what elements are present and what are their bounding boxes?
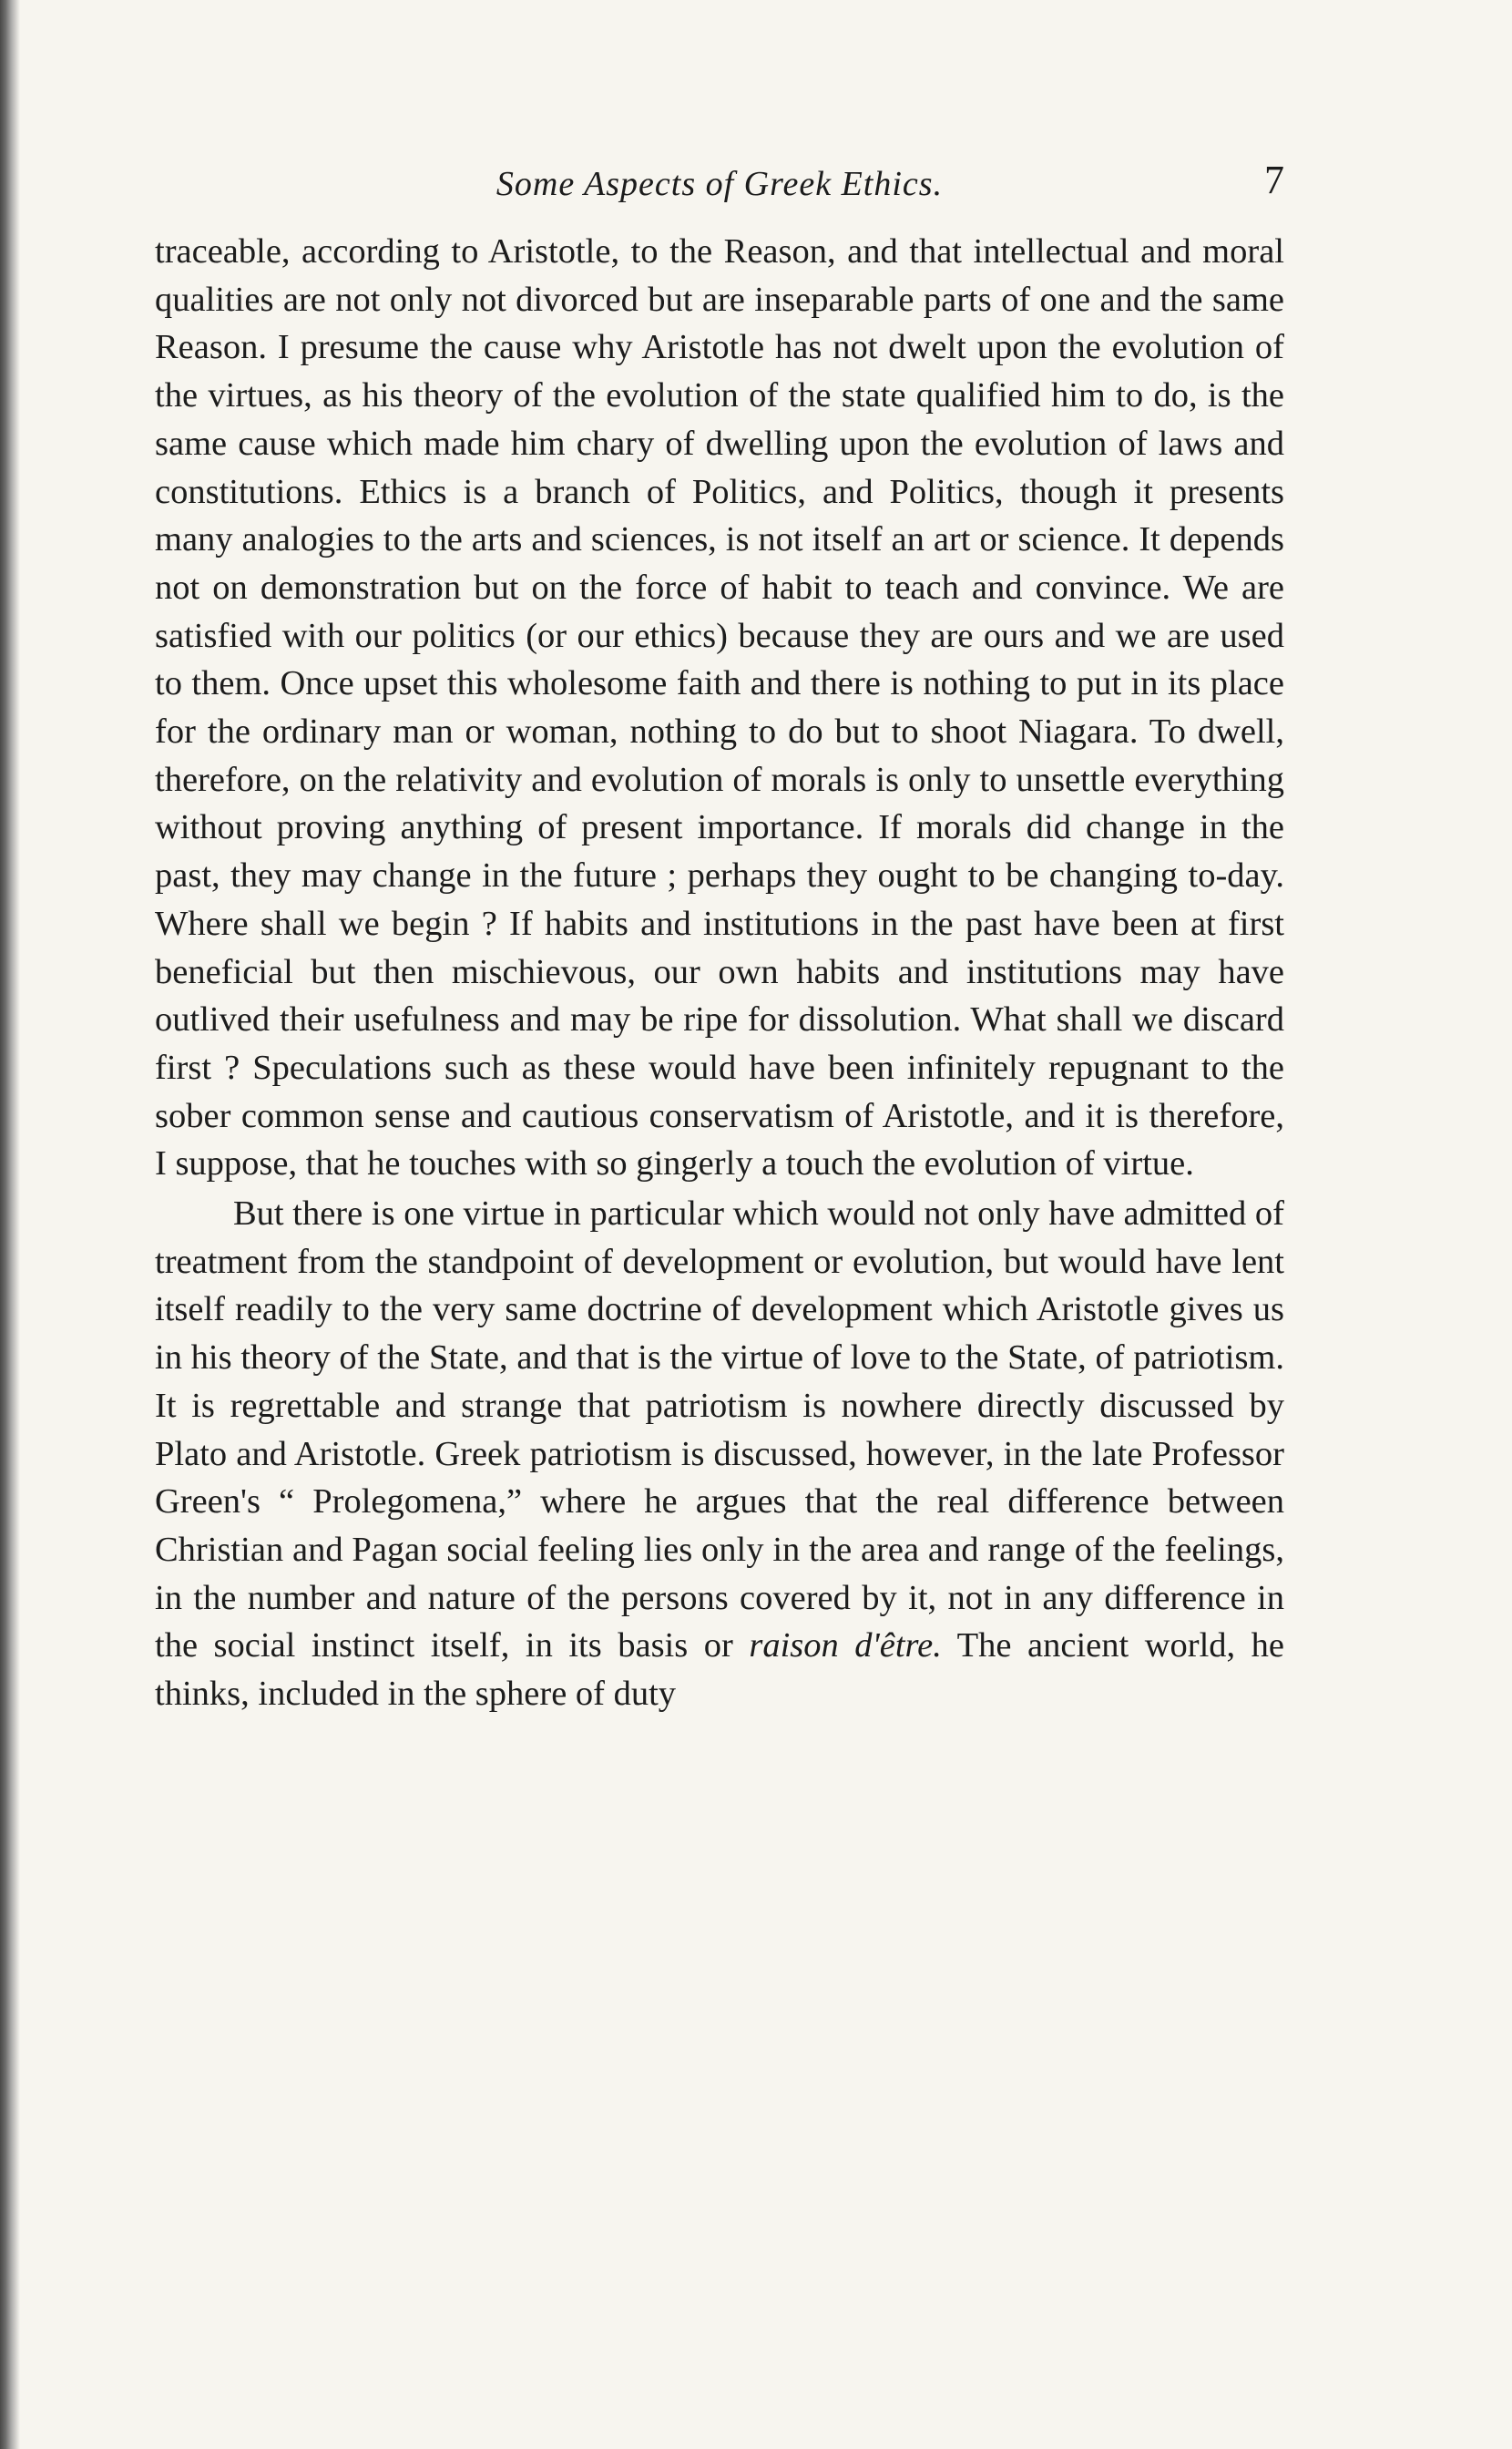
body-text [155, 228, 1284, 1718]
running-title: Some Aspects of Greek Ethics. [495, 165, 944, 203]
binding-edge-shadow [0, 0, 20, 2449]
book-page [155, 158, 1285, 1718]
page-number: 7 [1264, 158, 1284, 202]
running-head [155, 158, 1284, 228]
paragraph-2-end: The ancient world, he thinks, included in the sphere of duty [155, 1626, 1285, 1714]
paragraph-1: traceable, according to Aristotle, to the Reason, and that intellectual and moral qualities are not only not divorced but are inseparable parts of one and the same Reason. I presume the cause why Aristotle has not dwelt upon the evolution of the virtues, as his theory of the evolution of the state qualified him to do, is the same cause which made him chary of dwelling upon the evolution of laws and constitutions. Ethics is a branch of Politics, and Politics, though it presents many analogies to the arts and sciences, is not itself an art or science. It depends not on demonstration but on the force of habit to teach and convince. We are satisfied with our politics (or our ethics) because they are ours and we are used to them. Once upset this wholesome faith and there is nothing to put in its place for the ordinary man or woman, nothing to do but to shoot Niagara. To dwell, therefore, on the relativity and evolution of morals is only to unsettle everything without proving anything of present importance. If morals did change in the past, they may change in the future ; perhaps they ought to be changing to-day. Where shall we begin ? If habits and institutions in the past have been at first beneficial but then mischievous, our own habits and institutions may have outlived their usefulness and may be ripe for dissolution. What shall we discard first ? Speculations such as these would have been infinitely repugnant to the sober common sense and cautious conservatism of Aristotle, and it is therefore, I suppose, that he touches with so gingerly a touch the evolution of virtue. [155, 232, 1284, 1184]
paragraph-2-italic-term: raison d'être. [749, 1626, 942, 1665]
paragraph-2 [155, 1190, 1284, 1718]
paragraph-2-main: But there is one virtue in particular which would not only have admitted of treatment from the standpoint of development or evolution, but would have lent itself readily to the very same doctrine of development which Aristotle gives us in his theory of the State, and that is the virtue of love to the State, of patriotism. It is regrettable and strange that patriotism is nowhere directly discussed by Plato and Aristotle. Greek patriotism is discussed, however, in the late Professor Green's “ Prolegomena,” where he argues that the real difference between Christian and Pagan social feeling lies only in the area and range of the feelings, in the number and nature of the persons covered by it, not in any difference in the social instinct itself, in its basis or [155, 1194, 1284, 1665]
